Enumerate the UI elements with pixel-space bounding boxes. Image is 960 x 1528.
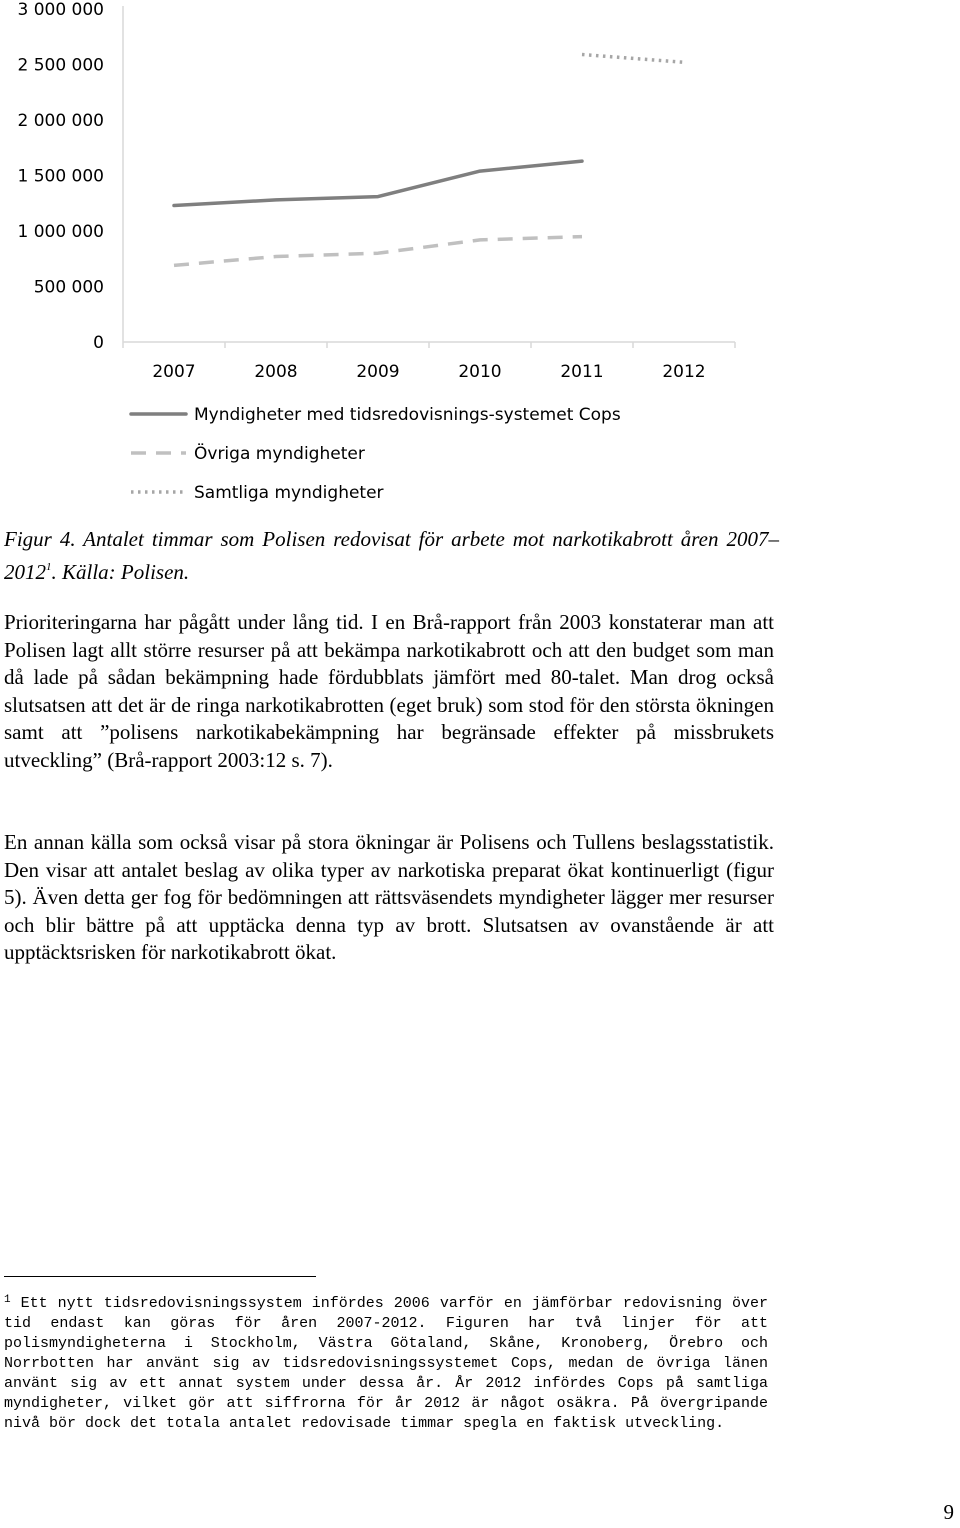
chart-legend [131,405,621,503]
footnote [4,1290,768,1434]
body-paragraph-2: En annan källa som också visar på stora ökningar är Polisens och Tullens beslagsstatistik. Den visar att antalet beslag av olika typer av narkotiska preparat ökat kontinuerligt (figur 5). Även detta ger fog för bedömningen att rättsväsendets myndigheter lägger mer resurser och blir bättre på att upptäcka denna typ av brott. Slutsatsen av ovanstående är att upptäcktsrisken för narkotikabrott ökat. [4,830,774,964]
caption-tail: . Källa: Polisen. [51,560,190,584]
x-axis [123,342,735,382]
y-tick-label: 1 500 000 [17,166,104,187]
y-tick-label: 500 000 [33,277,104,298]
footnote-text: Ett nytt tidsredovisningssystem infördes 2006 varför en jämförbar redovisning över tid endast kan göras för åren 2007-2012. Figuren har två linjer för att polismyndigheterna i Stockholm, Västra Götaland, Skåne, Kronoberg, Örebro och Norrbotten har använt sig av tidsredovisningssystemet Cops, medan de övriga länen använt sig av ett annat system under dessa år. År 2012 infördes Cops på samtliga myndigheter, vilket gör att siffrorna för år 2012 är något osäkra. På övergripande nivå bör dock det totala antalet redovisade timmar spegla en faktisk utveckling. [4,1295,768,1432]
caption-footnote-ref: 1 [46,561,52,573]
x-tick-label: 2010 [458,362,502,382]
body-paragraph-1: Prioriteringarna har pågått under lång tid. I en Brå-rapport från 2003 konstaterar man att Polisen lagt allt större resurser på att bekämpa narkotikabrott och att den budget som man då lade på sådan bekämpning hade fördubblats jämfört med 80-talet. Man drog också slutsatsen att det är de ringa narkotikabrotten (eget bruk) som stod för den största ökningen samt att ”polisens narkotikabekämpning har begränsade effekter på missbrukets utveckling” (Brå-rapport 2003:12 s. 7). [4,610,774,772]
x-tick-label: 2007 [152,362,196,382]
y-axis [17,0,123,353]
series-line-2 [174,237,582,266]
y-tick-label: 3 000 000 [17,0,104,20]
x-tick-label: 2008 [254,362,298,382]
legend-label-3: Samtliga myndigheter [194,483,384,503]
x-tick-label: 2011 [560,362,604,382]
x-tick-label: 2012 [662,362,706,382]
page-number: 9 [943,1500,954,1524]
series-line-3 [582,55,684,63]
legend-label-2: Övriga myndigheter [194,444,365,464]
y-tick-label: 1 000 000 [17,222,104,242]
footnote-divider [4,1276,316,1277]
x-tick-label: 2009 [356,362,400,382]
legend-label-1: Myndigheter med tidsredovisnings-systemet Cops [194,405,621,425]
series-line-1 [174,161,582,205]
footnote-number: 1 [4,1294,11,1306]
y-tick-label: 0 [93,333,104,353]
caption-lead: Figur 4. Antalet timmar som Polisen redovisat för arbete mot narkotikabrott åren 2007–2012 [4,527,779,584]
y-tick-label: 2 000 000 [17,111,104,131]
series-layer [174,55,684,266]
figure-caption [4,525,779,586]
line-chart [0,0,760,515]
y-tick-label: 2 500 000 [17,55,104,76]
